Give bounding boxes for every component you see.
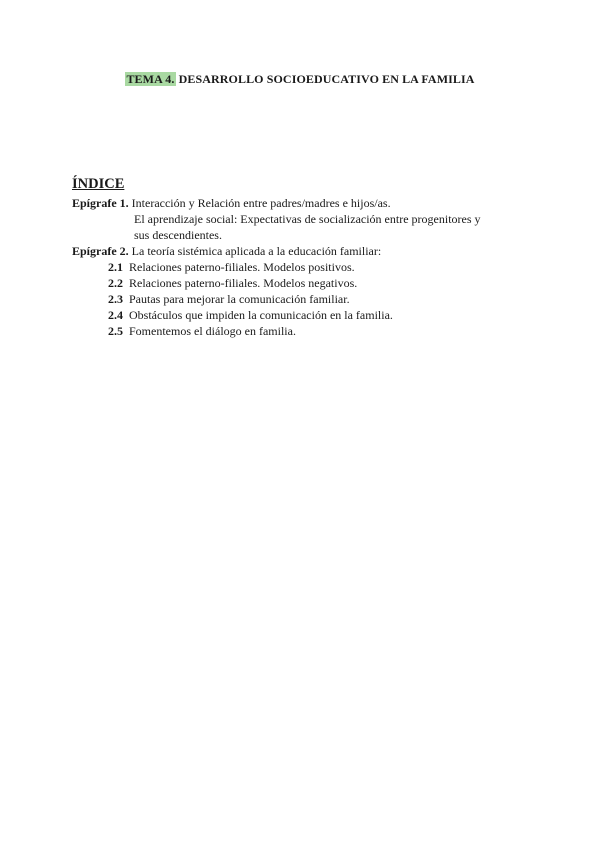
document-title [0, 72, 600, 87]
subitem-text: Fomentemos el diálogo en familia. [123, 324, 296, 338]
epigrafe-1-continuation-1: El aprendizaje social: Expectativas de socialización entre progenitores y [134, 212, 481, 226]
subitem-number: 2.4 [108, 308, 123, 322]
epigrafe-2-line [72, 243, 381, 259]
subitem-text: Pautas para mejorar la comunicación familiar. [123, 292, 350, 306]
subitem-number: 2.5 [108, 324, 123, 338]
subitem-number: 2.2 [108, 276, 123, 290]
subitem-text: Obstáculos que impiden la comunicación en la familia. [123, 308, 393, 322]
subitem-2-3 [108, 291, 350, 307]
epigrafe-2-label: Epígrafe 2. [72, 244, 129, 258]
subitem-text: Relaciones paterno-filiales. Modelos negativos. [123, 276, 358, 290]
index-heading: ÍNDICE [72, 176, 125, 192]
subitem-2-2 [108, 275, 357, 291]
epigrafe-1-line [72, 195, 391, 211]
subitem-text: Relaciones paterno-filiales. Modelos positivos. [123, 260, 355, 274]
subitem-2-5 [108, 323, 296, 339]
subitem-2-4 [108, 307, 393, 323]
subitem-number: 2.1 [108, 260, 123, 274]
title-highlight: TEMA 4. [126, 72, 175, 86]
epigrafe-2-text: La teoría sistémica aplicada a la educación familiar: [128, 244, 382, 258]
title-text: DESARROLLO SOCIOEDUCATIVO EN LA FAMILIA [175, 72, 475, 86]
epigrafe-1-text: Interacción y Relación entre padres/madres e hijos/as. [128, 196, 391, 210]
subitem-number: 2.3 [108, 292, 123, 306]
epigrafe-1-continuation-2: sus descendientes. [134, 228, 222, 242]
epigrafe-1-label: Epígrafe 1. [72, 196, 129, 210]
subitem-2-1 [108, 259, 355, 275]
